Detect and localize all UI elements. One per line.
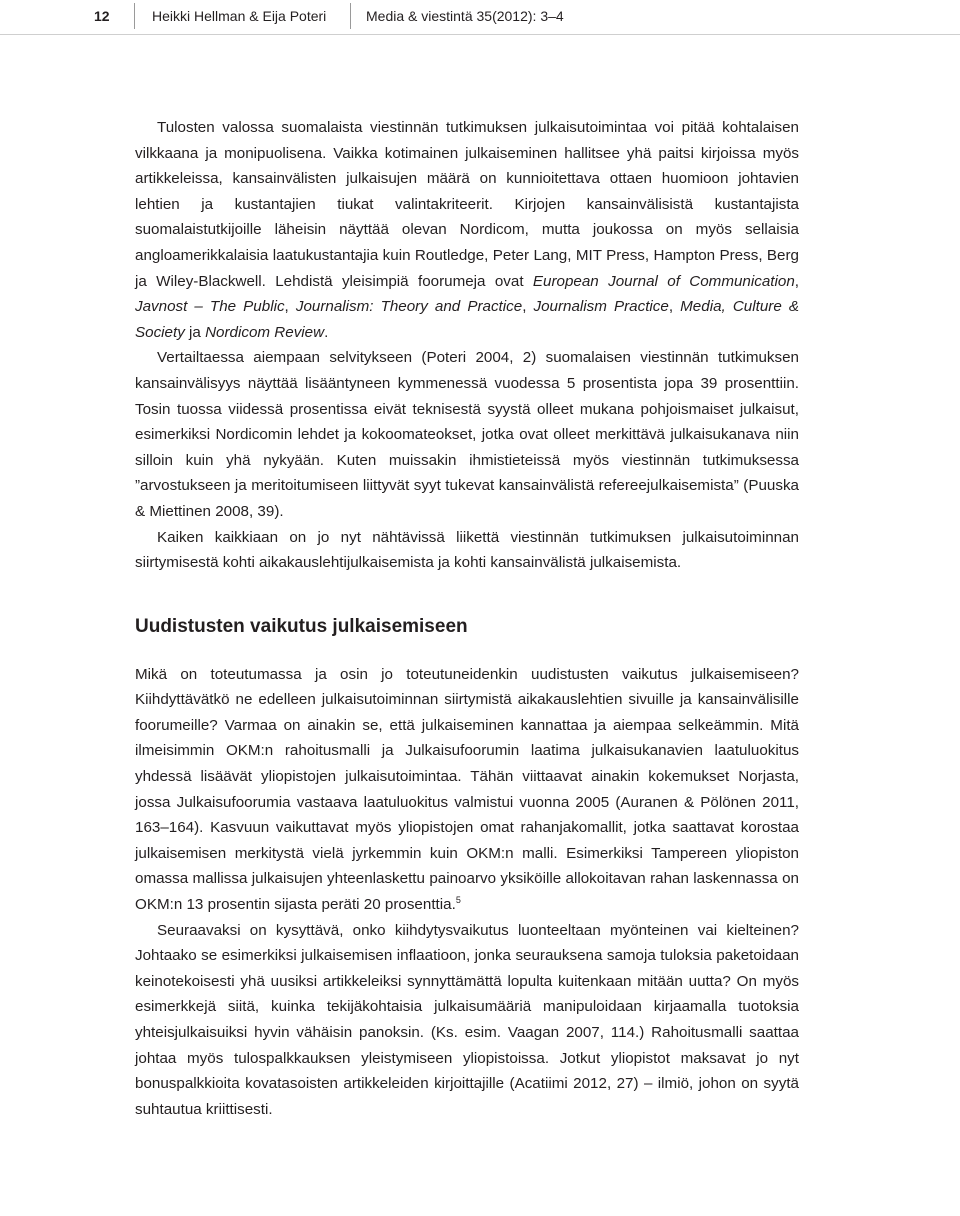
paragraph [135, 662, 799, 918]
italic-title: Journalism: Theory and Practice [295, 298, 523, 316]
text-run: , [668, 298, 681, 316]
header-divider [134, 3, 135, 29]
header-divider [350, 3, 351, 29]
italic-title: European Journal of Communication [532, 272, 795, 290]
text-run: . [324, 323, 329, 341]
paragraph: Kaiken kaikkiaan on jo nyt nähtävissä liikettä viestinnän tutkimuksen julkaisutoiminnan siirtymisestä kohti aikakauslehtijulkaisemista ja kohti kansainvälistä julkaisemista. [135, 528, 799, 572]
article-body [135, 115, 799, 1122]
italic-title: Journalism Practice [533, 298, 669, 316]
paragraph [135, 115, 799, 345]
header-authors: Heikki Hellman & Eija Poteri [152, 8, 327, 24]
text-run: , [794, 272, 799, 290]
running-header [0, 0, 960, 35]
text-run: , [522, 298, 534, 316]
italic-title: Javnost – The Public [135, 298, 285, 316]
text-run: Tulosten valossa suomalaista viestinnän tutkimuksen julkaisutoimintaa voi pitää kohtalaisen vilkkaana ja monipuolisena. Vaikka kotimainen julkaiseminen hallitsee yhä paitsi kirjoissa myös artikkeleissa, kansainvälisten julkaisujen määrä on kunnioitettava ottaen huomioon johtavien lehtien ja kustantajien tiukat valintakriteerit. Kirjojen kansainvälisistä kustantajista suomalaistutkijoille läheisin näyttää olevan Nordicom, mutta joukossa on myös sellaisia angloamerikkalaisia laatukustantajia kuin Routledge, Peter Lang, MIT Press, Hampton Press, Berg ja Wiley-Blackwell. Lehdistä yleisimpiä foorumeja ovat [135, 119, 799, 290]
text-run: , [284, 298, 296, 316]
italic-title: Media, Culture & Society [135, 298, 799, 341]
paragraph-text: Mikä on toteutumassa ja osin jo toteutuneidenkin uudistusten vaikutus julkaisemiseen? Kiihdyttävätkö ne edelleen julkaisutoiminnan siirtymistä aikakauslehtien sivuille ja kansainvälisille foorumeille? Varmaa on ainakin se, että julkaiseminen kannattaa ja aiempaa selkeämmin. Mitä ilmeisimmin OKM:n rahoitusmalli ja Julkaisufoorumin laatima julkaisukanavien laatuluokitus yhdessä lisäävät yliopistojen julkaisutoimintaa. Tähän viittaavat ainakin kokemukset Norjasta, jossa Julkaisufoorumia vastaava laatuluokitus valmistui vuonna 2005 (Auranen & Pölönen 2011, 163–164). Kasvuun vaikuttavat myös yliopistojen omat rahanjakomallit, jotka saattavat korostaa julkaisemisen merkitystä vielä jyrkemmin kuin OKM:n malli. Esimerkiksi Tampereen yliopiston omassa mallissa julkaisujen yhteenlaskettu painoarvo yksiköille allokoitavan rahan laskennassa on OKM:n 13 prosentin sijasta peräti 20 prosenttia. [135, 665, 799, 914]
paragraph: Vertailtaessa aiempaan selvitykseen (Poteri 2004, 2) suomalaisen viestinnän tutkimuksen kansainvälisyys näyttää lisääntyneen kymmenessä vuodessa 5 prosentista jopa 39 prosenttiin. Tosin tuossa viidessä prosentissa eivät teknisestä syystä olleet mukana pohjoismaiset julkaisut, esimerkiksi Nordicomin lehdet ja kokoomateokset, jotka ovat olleet merkittävä julkaisukanava niin silloin kuin yhä nykyään. Kuten muissakin ihmistieteissä myös viestinnän tutkimuksessa ”arvostukseen ja meritoitumiseen liittyvät syyt tukevat kansainvälistä refereejulkaisemista” (Puuska & Miettinen 2008, 39). [135, 349, 799, 520]
italic-title: Nordicom Review [205, 323, 325, 341]
page-number: 12 [94, 8, 110, 24]
footnote-marker: 5 [455, 894, 461, 905]
section-heading: Uudistusten vaikutus julkaisemiseen [135, 615, 468, 637]
header-journal: Media & viestintä 35(2012): 3–4 [366, 8, 564, 24]
paragraph: Seuraavaksi on kysyttävä, onko kiihdytysvaikutus luonteeltaan myönteinen vai kielteinen? Johtaako se esimerkiksi julkaisemisen inflaatioon, jonka seurauksena samoja tuloksia paketoidaan keinotekoisesti yhä uusiksi artikkeleiksi synnyttämättä lopulta kuitenkaan mitään uutta? On myös esimerkkejä siitä, kuinka tekijäkohtaisia julkaisumääriä manipuloidaan kirjaamalla tuotoksia yhteisjulkaisuiksi hyvin vähäisin panoksin. (Ks. esim. Vaagan 2007, 114.) Rahoitusmalli saattaa johtaa myös tulospalkkauksen yleistymiseen yliopistoissa. Jotkut yliopistot maksavat jo nyt bonuspalkkioita kovatasoisten artikkeleiden kirjoittajille (Acatiimi 2012, 27) – ilmiö, johon on syytä suhtautua kriittisesti. [135, 921, 799, 1118]
text-run: ja [184, 323, 206, 341]
